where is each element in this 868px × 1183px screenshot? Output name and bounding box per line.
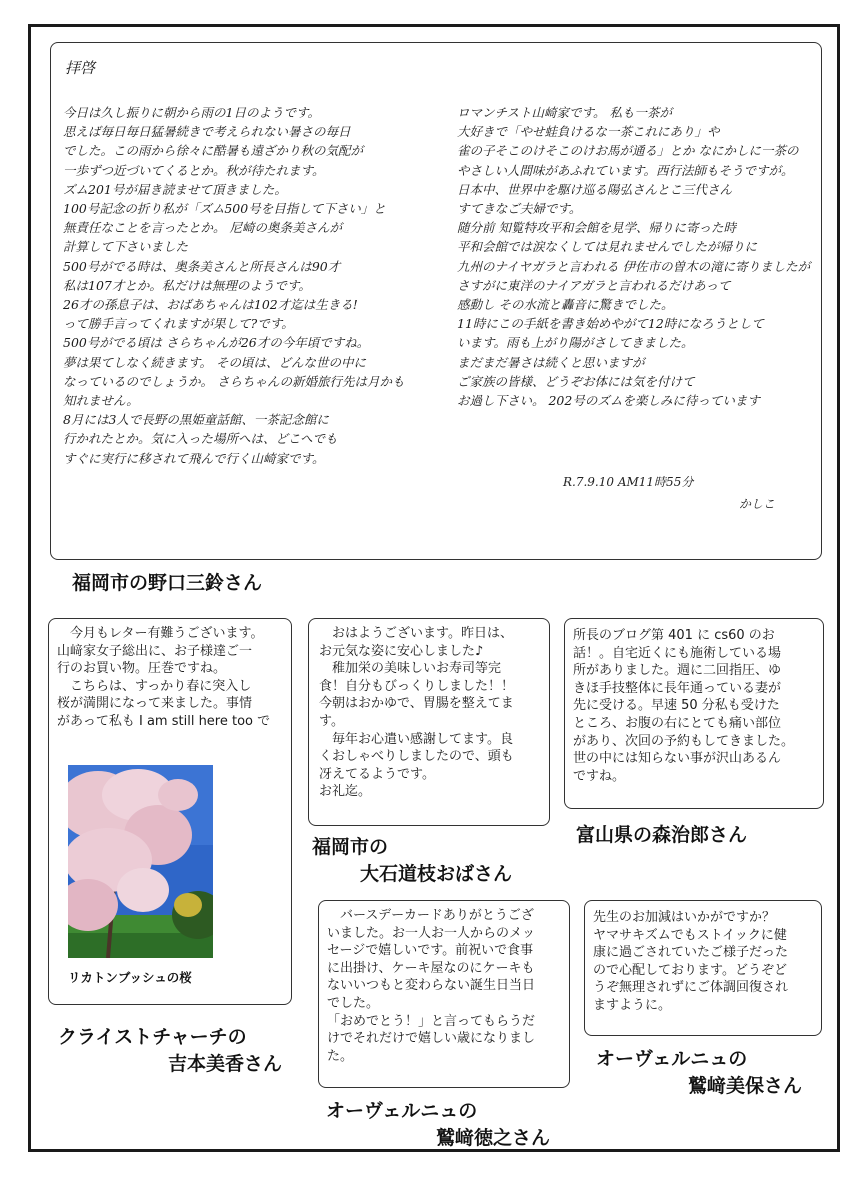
text-line: があって私も I am still here too で xyxy=(57,713,271,729)
letter-date: R.7.9.10 AM11時55分 xyxy=(563,475,694,489)
text-line: 九州のナイヤガラと言われる 伊佐市の曽木の滝に寄りましたが xyxy=(457,258,811,274)
text-line: ロマンチスト山崎家です。 私も一茶が xyxy=(457,105,672,120)
text-line: があり、次回の予約もしてきました。 xyxy=(573,733,795,749)
text-line: 今月もレター有難うございます。 xyxy=(57,626,264,641)
text-line: に出掛け、ケーキ屋なのにケーキも xyxy=(327,960,535,976)
text-line: なっているのでしょうか。 さらちゃんの新婚旅行先は月かも xyxy=(63,373,405,389)
text-line: こちらは、すっかり春に突入し xyxy=(57,678,252,694)
text-line: 稚加栄の美味しいお寿司等完 xyxy=(319,661,502,677)
text-line: 私は107才とか。私だけは無理のようです。 xyxy=(63,277,311,293)
text-line: 11時にこの手紙を書き始めやがて12時になろうとして xyxy=(457,316,764,332)
text-line: 行のお買い物。圧巻ですね。 xyxy=(57,661,227,677)
message-text xyxy=(319,625,545,801)
sender-name: 福岡市の野口三鈴さん xyxy=(72,572,263,594)
text-line: ますように。 xyxy=(593,997,672,1013)
text-line: 今日は久し振りに朝から雨の1日のようです。 xyxy=(63,105,320,120)
text-line: 先に受ける。早速 50 分私も受けた xyxy=(573,698,780,714)
sender-name-line: 鷲﨑徳之さん xyxy=(436,1127,551,1149)
sender-name-line: 吉本美香さん xyxy=(168,1053,283,1075)
text-line: 感動し その水流と轟音に驚きでした。 xyxy=(457,297,674,313)
text-line: ズム201号が届き読ませて頂きました。 xyxy=(63,181,287,197)
text-line: まだまだ暑さは続くと思いますが xyxy=(457,354,645,370)
message-text xyxy=(57,625,287,731)
text-line: さすがに東洋のナイアガラと言われるだけあって xyxy=(457,277,731,293)
sender-name-line: オーヴェルニュの xyxy=(596,1048,748,1070)
text-line: 100号記念の折り私が「ズム500号を目指して下さい」と xyxy=(63,201,386,217)
text-line: くおしゃべりしましたので、頭も xyxy=(319,749,514,765)
sender-name-line: 福岡市の xyxy=(312,836,389,858)
text-line: って勝手言ってくれますが果して?です。 xyxy=(63,316,294,332)
letter-right-column xyxy=(457,103,813,410)
text-line: おはようございます。昨日は、 xyxy=(319,626,513,641)
photo-caption: リカトンブッシュの桜 xyxy=(68,970,192,985)
cherry-blossom-photo xyxy=(68,765,213,958)
text-line: 先生のお加減はいかがですか？ xyxy=(593,910,776,925)
text-line: 無責任なことを言ったとか。 尼崎の奥条美さんが xyxy=(63,220,342,236)
sender-name xyxy=(326,1096,550,1150)
text-line: 雀の子そこのけそこのけお馬が通る」とか なにかしに一茶の xyxy=(457,143,799,159)
text-line: でした。この雨から徐々に酷暑も遠ざかり秋の気配が xyxy=(63,143,364,159)
sender-name xyxy=(58,1022,282,1076)
text-line: きほ手技整体に長年通っている妻が xyxy=(573,680,782,696)
text-line: セージで嬉しいです。前祝いで食事 xyxy=(327,943,534,959)
text-line: 500号がでる時は、奥条美さんと所長さんは90才 xyxy=(63,258,341,274)
text-line: 今朝はおかゆで、胃腸を整えてま xyxy=(319,696,514,712)
letter-left-column xyxy=(63,103,443,468)
text-line: すてきなご夫婦です。 xyxy=(457,201,582,217)
text-line: 大好きで「やせ蛙負けるな一茶これにあり」や xyxy=(457,124,720,140)
text-line: 冴えてるようです。 xyxy=(319,766,435,782)
text-line: 「おめでとう！」と言ってもらうだ xyxy=(327,1013,536,1029)
text-line: お元気な姿に安心しました♪ xyxy=(319,643,484,659)
text-line: 平和会館では涙なくしては見れませんでしたが帰りに xyxy=(457,239,758,255)
message-box xyxy=(318,900,570,1088)
text-line: けでそれだけで嬉しい歳になりまし xyxy=(327,1031,536,1047)
text-line: お礼迄。 xyxy=(319,784,372,800)
text-line: ヤマサキズムでもストイックに健 xyxy=(593,927,787,943)
message-box xyxy=(308,618,550,826)
message-text xyxy=(327,907,565,1065)
text-line: 夢は果てしなく続きます。 その頃は、どんな世の中に xyxy=(63,354,366,370)
text-line: 山﨑家女子総出に、お子様達ご一 xyxy=(57,643,253,659)
text-line: 一歩ずつ近づいてくるとか。秋が待たれます。 xyxy=(63,162,325,178)
text-line: 思えば毎日毎日猛暑続きで考えられない暑さの毎日 xyxy=(63,124,351,140)
text-line: バースデーカードありがとうござ xyxy=(327,908,534,923)
sender-name-line: オーヴェルニュの xyxy=(326,1100,478,1122)
text-line: 所長のブログ第 401 に cs60 のお xyxy=(573,628,775,643)
sender-name-line: 大石道枝おばさん xyxy=(360,863,513,885)
text-line: た。 xyxy=(327,1048,354,1064)
letter-box xyxy=(50,42,822,560)
text-line: す。 xyxy=(319,713,344,729)
text-line: でした。 xyxy=(327,995,380,1011)
text-line: 行かれたとか。気に入った場所へは、どこへでも xyxy=(63,431,338,447)
text-line: 計算して下さいました xyxy=(63,239,189,255)
text-line: 所がありました。週に二回指圧、ゆ xyxy=(573,663,782,679)
text-line: 食！自分もびっくりしました！！ xyxy=(319,678,515,694)
letter-signature: かしこ xyxy=(739,497,776,511)
sender-name-line: 鷲﨑美保さん xyxy=(688,1075,803,1097)
text-line: 26才の孫息子は、おばあちゃんは102才迄は生きる! xyxy=(63,297,358,313)
text-line: ご家族の皆様、どうぞお体には気を付けて xyxy=(457,373,695,389)
text-line: 500号がでる頃は さらちゃんが26才の今年頃ですね。 xyxy=(63,335,370,351)
text-line: うぞ無理されずにご体調回復され xyxy=(593,980,789,996)
text-line: 随分前 知覧特攻平和会館を見学、帰りに寄った時 xyxy=(457,220,736,236)
message-text xyxy=(573,627,819,785)
text-line: 8月には3人で長野の黒姫童話館、一茶記念館に xyxy=(63,412,329,428)
text-line: 毎年お心遣い感謝してます。良 xyxy=(319,731,513,747)
sender-name xyxy=(596,1044,802,1098)
text-line: すぐに実行に移されて飛んで行く山崎家です。 xyxy=(63,450,325,466)
cherry-tree-image xyxy=(68,765,213,958)
text-line: やさしい人間味があふれています。西行法師もそうですが。 xyxy=(457,162,794,178)
text-line: います。雨も上がり陽がさしてきました。 xyxy=(457,335,694,351)
text-line: 世の中には知らない事が沢山あるん xyxy=(573,751,782,767)
text-line: ので心配しております。どうぞど xyxy=(593,962,787,978)
sender-name-line: クライストチャーチの xyxy=(58,1026,247,1048)
text-line: ところ、お腹の右にとても痛い部位 xyxy=(573,715,782,731)
text-line: 話！。自宅近くにも施術している場 xyxy=(573,645,782,661)
text-line: 康に過ごされていたご様子だった xyxy=(593,945,789,961)
text-line: 日本中、世界中を駆け巡る陽弘さんとこ三代さん xyxy=(457,181,733,197)
sender-name xyxy=(312,832,512,886)
text-line: 桜が満開になって来ました。事情 xyxy=(57,696,253,712)
text-line: ないいつもと変わらない誕生日当日 xyxy=(327,978,536,994)
letter-greeting: 拝啓 xyxy=(65,59,96,77)
message-text xyxy=(593,909,817,1015)
text-line: いました。お一人お一人からのメッ xyxy=(327,925,536,941)
sender-name: 富山県の森治郎さん xyxy=(576,824,748,846)
text-line: ですね。 xyxy=(573,768,626,784)
message-box xyxy=(564,618,824,809)
message-box xyxy=(584,900,822,1036)
text-line: お過し下さい。 202号のズムを楽しみに待っています xyxy=(457,393,760,409)
text-line: 知れません。 xyxy=(63,393,139,409)
